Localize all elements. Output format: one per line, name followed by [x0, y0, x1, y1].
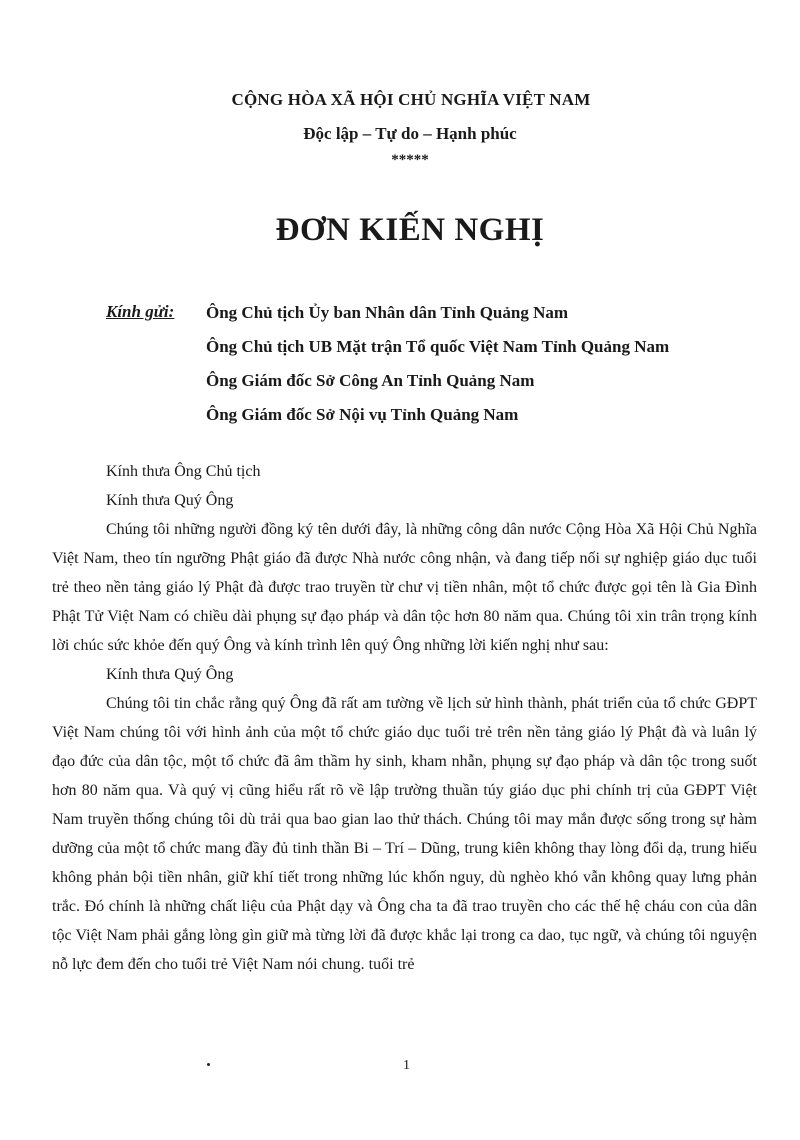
salutation-chairman: Kính thưa Ông Chủ tịch [106, 463, 261, 480]
body-paragraph: Chúng tôi tin chắc rằng quý Ông đã rất am tường về lịch sử hình thành, phát triển của tổ chức GĐPT Việt Nam chúng tôi với hình ảnh của một tổ chức giáo dục tuổi trẻ trên nền tảng giáo lý Phật đà và luân lý đạo đức của dân tộc, một tổ chức đã âm thầm hy sinh, kham nhẫn, phụng sự đạo pháp và dân tộc trong suốt hơn 80 năm qua. Và quý vị cũng hiểu rất rõ về lập trường thuần túy giáo dục phi chính trị của GĐPT Việt Nam truyền thống chúng tôi dù trải qua bao gian lao thử thách. Chúng tôi may mắn được sống trong sự hàm dưỡng của một tổ chức mang đầy đủ tinh thần Bi – Trí – Dũng, trung kiên không thay lòng đổi dạ, trung hiếu không phản bội tiền nhân, giữ khí tiết trong những lúc khốn nguy, dù nghèo khó vẫn không quay lưng phản trắc. Đó chính là những chất liệu của Phật dạy và Ông cha ta đã trao truyền cho các thế hệ cháu con của dân tộc Việt Nam phải gắng lòng gìn giữ mà từng lời đã được khắc lại trong ca dao, tục ngữ, và chúng tôi nguyện nỗ lực đem đến cho tuổi trẻ Việt Nam nói chung. tuổi trẻ [52, 695, 757, 973]
header-divider-stars: ***** [391, 152, 429, 168]
salutation-sirs-second: Kính thưa Quý Ông [106, 666, 234, 683]
recipients-list [206, 302, 669, 438]
national-motto: Độc lập – Tự do – Hạnh phúc [303, 124, 517, 143]
recipient-item: Ông Chủ tịch Ủy ban Nhân dân Tỉnh Quảng Nam [206, 303, 569, 322]
scan-speck [207, 1063, 210, 1066]
national-title: CỘNG HÒA XÃ HỘI CHỦ NGHĨA VIỆT NAM [231, 90, 591, 109]
page-number: 1 [403, 1058, 410, 1073]
document-title: ĐƠN KIẾN NGHỊ [275, 212, 545, 248]
recipient-item: Ông Giám đốc Sở Nội vụ Tỉnh Quảng Nam [206, 405, 519, 424]
letter-body [52, 457, 757, 979]
recipient-item: Ông Giám đốc Sở Công An Tỉnh Quảng Nam [206, 371, 535, 390]
recipients-label: Kính gửi: [106, 302, 175, 321]
body-paragraph: Chúng tôi những người đồng ký tên dưới đây, là những công dân nước Cộng Hòa Xã Hội Chủ Nghĩa Việt Nam, theo tín ngưỡng Phật giáo đã được Nhà nước công nhận, và đang tiếp nối sự nghiệp giáo dục tuổi trẻ theo nền tảng giáo lý Phật đà được trao truyền từ chư vị tiền nhân, một tổ chức được gọi tên là Gia Đình Phật Tử Việt Nam có chiều dài phụng sự đạo pháp và dân tộc hơn 80 năm qua. Chúng tôi xin trân trọng kính lời chúc sức khỏe đến quý Ông và kính trình lên quý Ông những lời kiến nghị như sau: [52, 521, 757, 654]
recipient-item: Ông Chủ tịch UB Mặt trận Tổ quốc Việt Nam Tỉnh Quảng Nam [206, 337, 670, 356]
salutation-sirs: Kính thưa Quý Ông [106, 492, 234, 509]
